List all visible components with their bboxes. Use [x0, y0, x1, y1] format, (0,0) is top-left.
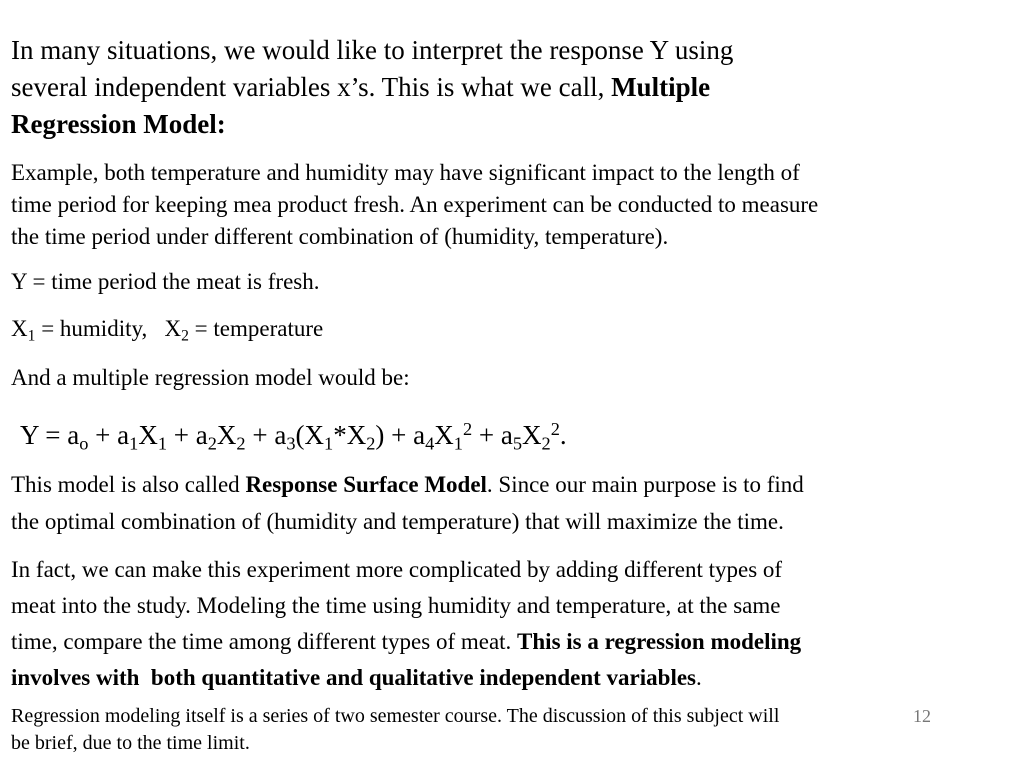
- complex-line-1: In fact, we can make this experiment more complicated by adding different types of: [11, 557, 783, 582]
- eq-sub: 1: [129, 433, 139, 454]
- eq-sub: 2: [236, 433, 246, 454]
- rs-line-1-pre: This model is also called: [11, 472, 246, 497]
- rs-line-2: the optimal combination of (humidity and temperature) that will maximize the time.: [11, 509, 784, 534]
- eq-sub: 1: [324, 433, 334, 454]
- footer-line-2: be brief, due to the time limit.: [11, 732, 250, 754]
- complex-line-3-pre: time, compare the time among different types of meat.: [11, 629, 518, 654]
- intro-paragraph: [11, 32, 733, 143]
- x1-symbol: X: [11, 316, 28, 341]
- eq-part: X: [522, 420, 542, 450]
- complex-line-4-post: .: [696, 665, 702, 690]
- eq-sub: 3: [286, 433, 296, 454]
- intro-line-2: several independent variables x’s. This is what we call,: [11, 72, 612, 102]
- rs-line-1-post: . Since our main purpose is to find: [486, 472, 804, 497]
- eq-part: + a: [245, 420, 287, 450]
- response-surface-paragraph: [11, 466, 804, 540]
- x1-subscript: 1: [27, 327, 36, 345]
- footer-line-1: Regression modeling itself is a series of two semester course. The discussion of this subject will: [11, 705, 780, 727]
- eq-part: X: [216, 420, 237, 450]
- footer-note: [11, 703, 779, 757]
- eq-sub: 2: [366, 433, 376, 454]
- eq-part: + a: [472, 420, 513, 450]
- complex-bold-1: This is a regression modeling: [517, 629, 802, 654]
- intro-bold-term-2: Regression Model:: [11, 109, 226, 139]
- eq-part: + a: [88, 420, 130, 450]
- example-line-2: time period for keeping mea product fresh. An experiment can be conducted to measure: [11, 192, 819, 217]
- complex-experiment-paragraph: [11, 552, 801, 696]
- regression-equation: [20, 416, 567, 454]
- eq-part: X: [434, 420, 454, 450]
- intro-bold-term: Multiple: [611, 72, 711, 102]
- x2-definition: = temperature: [188, 316, 324, 341]
- eq-sub: 1: [157, 433, 167, 454]
- eq-sub: 5: [512, 433, 523, 454]
- eq-sub: 1: [453, 433, 463, 454]
- intro-line-1: In many situations, we would like to interpret the response Y using: [11, 35, 734, 65]
- complex-line-2: meat into the study. Modeling the time using humidity and temperature, at the same: [11, 593, 781, 618]
- y-definition: Y = time period the meat is fresh.: [11, 269, 320, 294]
- eq-part: Y = a: [20, 420, 80, 450]
- x1-definition: = humidity,: [35, 316, 165, 341]
- eq-sup: 2: [462, 418, 473, 439]
- eq-part: X: [138, 420, 158, 450]
- eq-sup: 2: [550, 418, 560, 439]
- x2-subscript: 2: [181, 327, 189, 345]
- x2-symbol: X: [164, 316, 182, 341]
- eq-sub: 2: [541, 433, 551, 454]
- eq-part: .: [559, 420, 567, 450]
- x-definitions: [11, 313, 323, 345]
- eq-sub: o: [79, 433, 89, 454]
- eq-part: *X: [333, 420, 367, 450]
- example-line-3: the time period under different combination of (humidity, temperature).: [11, 224, 669, 249]
- example-line-1: Example, both temperature and humidity may have significant impact to the length of: [11, 160, 800, 185]
- eq-sub: 2: [207, 433, 217, 454]
- complex-bold-2: involves with both quantitative and qualitative independent variables: [11, 665, 696, 690]
- eq-part: (X: [295, 420, 324, 450]
- page-number: 12: [913, 706, 931, 726]
- example-paragraph: [11, 157, 818, 253]
- eq-part: ) + a: [375, 420, 426, 450]
- eq-part: + a: [167, 420, 208, 450]
- eq-sub: 4: [425, 433, 435, 454]
- rs-bold-term: Response Surface Model: [245, 472, 487, 497]
- model-intro: And a multiple regression model would be:: [11, 365, 410, 390]
